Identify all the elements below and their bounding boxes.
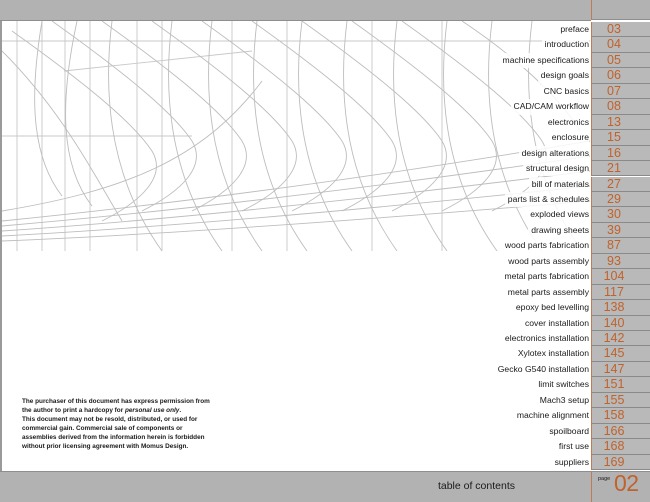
- toc-entry-label: spoilboard: [546, 424, 589, 439]
- footer-page-cell: [591, 471, 650, 502]
- toc-entry[interactable]: [0, 22, 650, 37]
- toc-entry-page: 147: [591, 362, 650, 377]
- toc-entry-label: introduction: [542, 37, 589, 52]
- toc-entry-label: Gecko G540 installation: [495, 362, 589, 377]
- toc-entry-page: 06: [591, 68, 650, 83]
- toc-entry-page: 166: [591, 424, 650, 439]
- toc-entry-page: 158: [591, 408, 650, 423]
- header-bar: [0, 0, 591, 21]
- license-notice-line: The purchaser of this document has express permission from: [22, 398, 210, 405]
- toc-entry-label: epoxy bed levelling: [513, 300, 589, 315]
- toc-entry-page: 15: [591, 130, 650, 145]
- license-notice-line: [22, 406, 262, 415]
- toc-entry[interactable]: [0, 146, 650, 161]
- toc-entry[interactable]: [0, 254, 650, 269]
- toc-entry[interactable]: [0, 53, 650, 68]
- toc-entry[interactable]: [0, 37, 650, 52]
- license-notice-line: This document may not be resold, distributed, or used for: [22, 416, 198, 424]
- license-notice-line: assemblies derived from the information herein is forbidden: [22, 434, 205, 442]
- toc-entry[interactable]: [0, 238, 650, 253]
- license-notice-text: the author to print a hardcopy for: [22, 407, 125, 415]
- toc-entry-label: design alterations: [519, 146, 589, 161]
- license-notice-line: without prior licensing agreement with Momus Design.: [22, 443, 189, 451]
- toc-entry-page: 07: [591, 84, 650, 99]
- toc-entry[interactable]: [0, 346, 650, 361]
- toc-entry[interactable]: [0, 207, 650, 222]
- toc-entry-page: 117: [591, 285, 650, 300]
- toc-entry[interactable]: [0, 177, 650, 192]
- toc-entry-label: cover installation: [522, 316, 589, 331]
- toc-entry-label: structural design: [523, 161, 589, 176]
- toc-entry-page: 151: [591, 377, 650, 392]
- toc-entry-page: 03: [591, 22, 650, 37]
- toc-entry-page: 39: [591, 223, 650, 238]
- toc-entry-page: 155: [591, 393, 650, 408]
- toc-entry-label: wood parts assembly: [505, 254, 589, 269]
- toc-entry[interactable]: [0, 192, 650, 207]
- footer-bar: [0, 471, 591, 502]
- license-notice-emphasis: personal use only: [124, 407, 180, 415]
- toc-entry-label: electronics installation: [502, 331, 589, 346]
- toc-entry[interactable]: [0, 84, 650, 99]
- toc-entry-label: CAD/CAM workflow: [511, 99, 589, 114]
- toc-entry-label: Mach3 setup: [537, 393, 589, 408]
- toc-entry[interactable]: [0, 455, 650, 470]
- toc-entry[interactable]: [0, 362, 650, 377]
- toc-entry[interactable]: [0, 269, 650, 284]
- toc-entry[interactable]: [0, 68, 650, 83]
- toc-entry-page: 30: [591, 207, 650, 222]
- license-notice: [22, 397, 262, 452]
- toc-entry-label: CNC basics: [541, 84, 589, 99]
- toc-entry-label: parts list & schedules: [505, 192, 589, 207]
- toc-entry-page: 13: [591, 115, 650, 130]
- toc-entry-label: exploded views: [527, 207, 589, 222]
- toc-entry[interactable]: [0, 115, 650, 130]
- toc-entry-page: 08: [591, 99, 650, 114]
- toc-entry-page: 21: [591, 161, 650, 176]
- toc-entry-page: 05: [591, 53, 650, 68]
- toc-entry-page: 145: [591, 346, 650, 361]
- toc-entry-page: 04: [591, 37, 650, 52]
- toc-entry[interactable]: [0, 300, 650, 315]
- toc-entry-page: 168: [591, 439, 650, 454]
- license-notice-line: commercial gain. Commercial sale of components or: [22, 425, 183, 433]
- toc-entry-label: drawing sheets: [528, 223, 589, 238]
- toc-entry-page: 140: [591, 316, 650, 331]
- toc-entry-label: enclosure: [549, 130, 589, 145]
- toc-entry-page: 93: [591, 254, 650, 269]
- toc-entry-label: machine alignment: [514, 408, 589, 423]
- header-page-cell: [591, 0, 650, 20]
- toc-entry-label: electronics: [545, 115, 589, 130]
- toc-entry-label: design goals: [538, 68, 589, 83]
- toc-entry[interactable]: [0, 99, 650, 114]
- toc-entry-label: limit switches: [535, 377, 589, 392]
- toc-entry[interactable]: [0, 331, 650, 346]
- toc-entry-label: first use: [556, 439, 589, 454]
- toc-entry[interactable]: [0, 161, 650, 176]
- toc-entry[interactable]: [0, 316, 650, 331]
- toc-entry-label: preface: [557, 22, 589, 37]
- toc-entry[interactable]: [0, 285, 650, 300]
- toc-entry[interactable]: [0, 130, 650, 145]
- toc-entry-label: machine specifications: [500, 53, 589, 68]
- toc-entry[interactable]: [0, 377, 650, 392]
- toc-entry-page: 104: [591, 269, 650, 284]
- toc-entry-page: 16: [591, 146, 650, 161]
- page-label: page: [598, 476, 611, 482]
- toc-entry-label: metal parts fabrication: [501, 269, 589, 284]
- toc-entry-page: 138: [591, 300, 650, 315]
- toc-entry-page: 142: [591, 331, 650, 346]
- page-number: 02: [614, 470, 639, 496]
- toc-entry-label: suppliers: [552, 455, 589, 470]
- toc-entry-page: 29: [591, 192, 650, 207]
- toc-entry-page: 27: [591, 177, 650, 192]
- toc-entry-label: wood parts fabrication: [502, 238, 589, 253]
- toc-entry-page: 169: [591, 455, 650, 470]
- toc-entry-label: metal parts assembly: [505, 285, 589, 300]
- section-title: table of contents: [437, 480, 515, 492]
- toc-entry-label: Xylotex installation: [515, 346, 589, 361]
- toc-entry-label: bill of materials: [529, 177, 589, 192]
- toc-entry[interactable]: [0, 223, 650, 238]
- toc-entry-page: 87: [591, 238, 650, 253]
- license-notice-text: .: [179, 407, 182, 415]
